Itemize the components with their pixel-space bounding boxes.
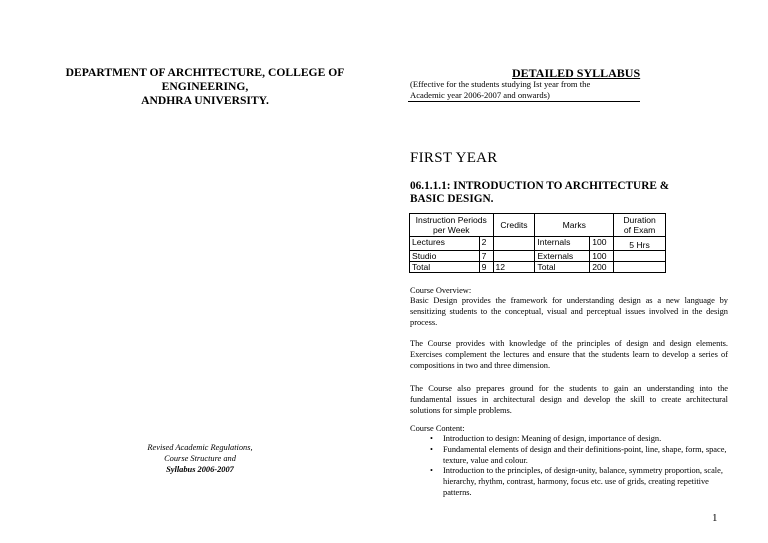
course-title — [410, 180, 690, 206]
header-duration: Duration of Exam — [614, 214, 666, 237]
department-heading — [55, 66, 355, 108]
marks-label: Total — [535, 262, 590, 273]
course-title-line: 06.1.1.1: INTRODUCTION TO ARCHITECTURE & — [410, 180, 670, 192]
duration-cell: 5 Hrs — [614, 237, 666, 251]
header-credits: Credits — [493, 214, 535, 237]
effective-note — [410, 79, 635, 101]
row-periods: 2 — [479, 237, 493, 251]
list-item: • Fundamental elements of design and their definitions-point, line, shape, form, space, texture, value and colour. — [430, 444, 727, 465]
effective-line: Academic year 2006-2007 and onwards) — [410, 90, 550, 100]
row-label: Studio — [410, 251, 480, 262]
marks-value: 100 — [590, 251, 614, 262]
year-heading: FIRST YEAR — [410, 150, 498, 166]
overview-paragraph: The Course also prepares ground for the students to gain an understanding into the fundamental issues in architectural design and develop the skill to create architectural solutions for simple problems. — [410, 384, 728, 415]
table-header-row — [410, 214, 666, 237]
effective-line: (Effective for the students studying Ist year from the — [410, 79, 591, 89]
list-item: • Introduction to the principles, of design-unity, balance, symmetry proportion, scale, hierarchy, rhythm, contrast, harmony, focus etc. use of grids, creating repetitive patterns. — [430, 466, 723, 497]
side-note — [130, 442, 270, 475]
page-number: 1 — [712, 512, 718, 524]
table-row — [410, 262, 666, 273]
department-line: ENGINEERING, — [161, 80, 249, 93]
row-label: Total — [410, 262, 480, 273]
table-row — [410, 251, 666, 262]
marks-label: Externals — [535, 251, 590, 262]
credits-cell — [493, 237, 535, 251]
bullet-icon: • — [430, 466, 433, 476]
course-structure-table — [409, 213, 666, 273]
overview-heading: Course Overview: — [410, 286, 472, 295]
bullet-icon: • — [430, 434, 433, 443]
bullet-icon: • — [430, 444, 433, 454]
side-note-line: Course Structure and — [164, 454, 236, 463]
side-note-line: Revised Academic Regulations, — [147, 443, 253, 452]
row-periods: 7 — [479, 251, 493, 262]
marks-value: 200 — [590, 262, 614, 273]
department-line: ANDHRA UNIVERSITY. — [141, 94, 269, 107]
duration-cell — [614, 251, 666, 262]
header-divider — [408, 101, 640, 102]
marks-value: 100 — [590, 237, 614, 251]
row-periods: 9 — [479, 262, 493, 273]
table-row — [410, 237, 666, 251]
course-title-line: BASIC DESIGN. — [410, 193, 494, 205]
content-heading: Course Content: — [410, 424, 465, 433]
syllabus-title: DETAILED SYLLABUS — [512, 66, 641, 80]
header-instruction: Instruction Periods per Week — [410, 214, 494, 237]
content-list — [410, 434, 728, 499]
side-note-line: Syllabus 2006-2007 — [166, 465, 234, 474]
duration-cell — [614, 262, 666, 273]
department-line: DEPARTMENT OF ARCHITECTURE, COLLEGE OF — [65, 66, 345, 79]
overview-paragraph: Basic Design provides the framework for understanding design as a new language by sensitizing students to the conceptual, visual and perceptual issues involved in the design process. — [410, 296, 728, 327]
credits-value: 12 — [493, 262, 535, 273]
overview-paragraph: The Course provides with knowledge of the principles of design and design elements. Exercises complement the lectures and ensure that the students learn to develop a series of compositions in two and three dimension. — [410, 339, 728, 370]
marks-label: Internals — [535, 237, 590, 251]
row-label: Lectures — [410, 237, 480, 251]
list-item: • Introduction to design: Meaning of design, importance of design. — [430, 434, 662, 443]
credits-cell — [493, 251, 535, 262]
header-marks: Marks — [535, 214, 614, 237]
